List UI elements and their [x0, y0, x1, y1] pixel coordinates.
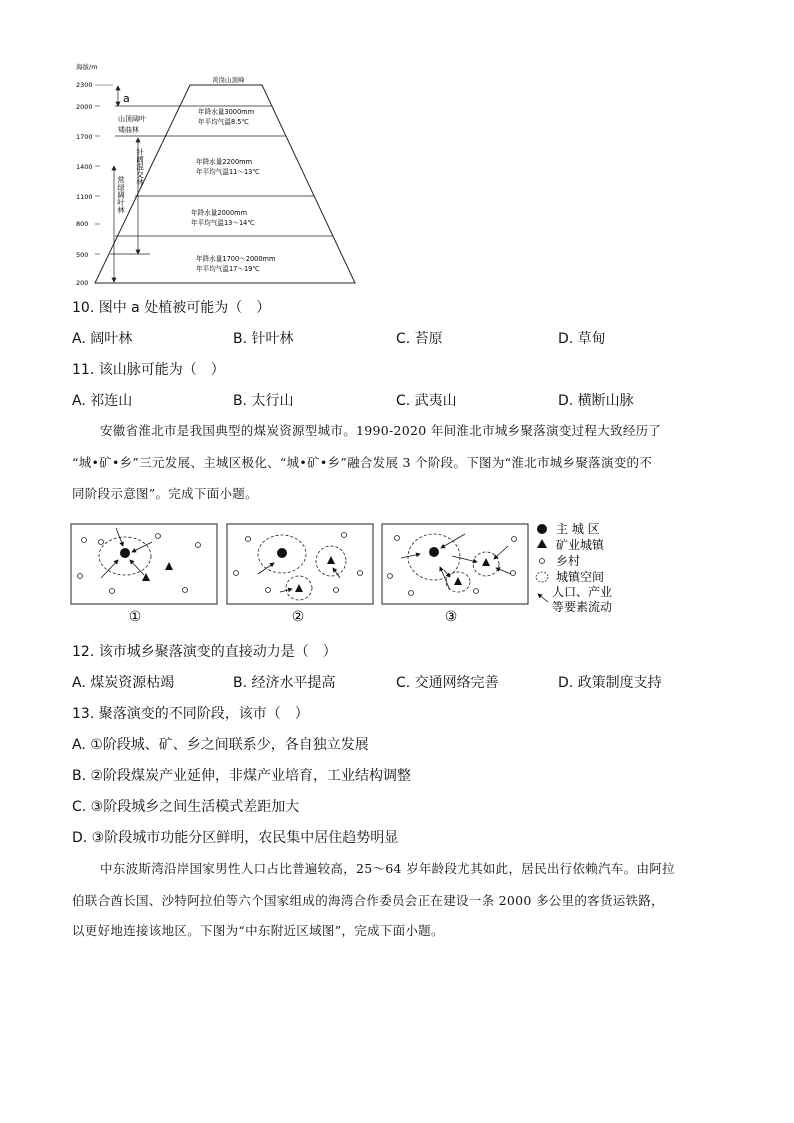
legend-main-city: 主 城 区 [556, 522, 600, 536]
question-13-stem: 13. 聚落演变的不同阶段，该市（ ） [72, 706, 309, 722]
question-11-stem: 11. 该山脉可能为（ ） [72, 362, 225, 378]
stage-panel-2 [227, 524, 373, 604]
altitude-label: 800 [76, 220, 89, 228]
passage-2-line: 以更好地连接该地区。下图为“中东附近区域图”，完成下面小题。 [72, 923, 444, 938]
stage-panel-label: ① [128, 609, 142, 625]
altitude-label: 2300 [76, 81, 93, 89]
passage-1-line: “城•矿•乡”三元发展、主城区极化、“城•矿•乡”融合发展 3 个阶段。下图为“淮北市城乡聚落演变的不 [72, 455, 653, 470]
stage-legend [536, 522, 612, 614]
altitude-label: 500 [76, 251, 89, 259]
altitude-axis-title: 海拔/m [76, 63, 98, 71]
q12-option-d[interactable]: D. 政策制度支持 [558, 675, 662, 691]
altitude-label: 1700 [76, 133, 93, 141]
climate-temp: 年平均气温17～19℃ [196, 265, 260, 273]
zone-evergreen-label: 常绿阔叶林 [116, 176, 126, 214]
stage-panel-label: ② [291, 609, 305, 625]
q12-option-a[interactable]: A. 煤炭资源枯竭 [72, 675, 175, 691]
altitude-label: 1100 [76, 193, 93, 201]
climate-precip: 年降水量1700～2000mm [196, 255, 276, 263]
q13-option-a[interactable]: A. ①阶段城、矿、乡之间联系少，各自独立发展 [72, 737, 369, 753]
q12-option-c[interactable]: C. 交通网络完善 [396, 675, 499, 691]
climate-precip: 年降水量2000mm [191, 209, 248, 217]
altitude-label: 200 [76, 279, 89, 287]
zone-meadow-label-line: 矮曲林 [118, 126, 139, 134]
q10-option-c[interactable]: C. 苔原 [396, 331, 443, 347]
q10-option-a[interactable]: A. 阔叶林 [72, 331, 133, 347]
climate-temp: 年平均气温13～14℃ [191, 219, 255, 227]
climate-precip: 年降水量3000mm [198, 108, 255, 116]
q11-option-b[interactable]: B. 太行山 [233, 393, 294, 409]
zone-meadow-label-line: 山顶阔叶 [118, 115, 146, 123]
stage-panel-label: ③ [444, 609, 458, 625]
passage-1-line: 安徽省淮北市是我国典型的煤炭资源型城市。1990-2020 年间淮北市城乡聚落演变过程大致经历了 [100, 423, 662, 438]
legend-flow-line1: 人口、产业 [552, 585, 613, 599]
stage-panel-1 [71, 524, 217, 604]
settlement-stage-figure [68, 518, 628, 626]
climate-temp: 年平均气温11～13℃ [196, 168, 260, 176]
legend-urban-space: 城镇空间 [556, 570, 605, 584]
zone-a-label: a [123, 92, 130, 105]
zone-mixed-label: 针阔混交林 [135, 148, 145, 186]
passage-2-line: 伯联合酋长国、沙特阿拉伯等六个国家组成的海湾合作委员会正在建设一条 2000 多公里的客货运铁路， [72, 893, 664, 908]
zone-meadow-label [118, 114, 148, 134]
altitude-label: 2000 [76, 103, 93, 111]
q13-option-d[interactable]: D. ③阶段城市功能分区鲜明，农民集中居住趋势明显 [72, 830, 399, 846]
legend-village: 乡村 [556, 554, 581, 568]
passage-1-line: 同阶段示意图”。完成下面小题。 [72, 486, 258, 501]
q12-option-b[interactable]: B. 经济水平提高 [233, 675, 336, 691]
climate-precip: 年降水量2200mm [196, 158, 253, 166]
legend-flow-line2: 等要素流动 [552, 600, 613, 614]
q11-option-d[interactable]: D. 横断山脉 [558, 393, 634, 409]
mountain-vegetation-figure [70, 58, 370, 290]
passage-2-line: 中东波斯湾沿岸国家男性人口占比普遍较高，25～64 岁年龄段尤其如此，居民出行依赖汽车。由阿拉 [100, 861, 675, 876]
altitude-label: 1400 [76, 163, 93, 171]
q13-option-b[interactable]: B. ②阶段煤炭产业延伸，非煤产业培育，工业结构调整 [72, 768, 412, 784]
q11-option-c[interactable]: C. 武夷山 [396, 393, 457, 409]
legend-mining-town: 矿业城镇 [556, 538, 605, 552]
climate-temp: 年平均气温8.5℃ [198, 118, 249, 126]
question-10-stem: 10. 图中 a 处植被可能为（ ） [72, 300, 271, 316]
q11-option-a[interactable]: A. 祁连山 [72, 393, 133, 409]
question-12-stem: 12. 该市城乡聚落演变的直接动力是（ ） [72, 644, 337, 660]
q13-option-c[interactable]: C. ③阶段城乡之间生活模式差距加大 [72, 799, 300, 815]
stage-panel-3 [382, 524, 528, 604]
q10-option-d[interactable]: D. 草甸 [558, 331, 606, 347]
peak-label: 黄岗山顶峰 [212, 76, 245, 84]
q10-option-b[interactable]: B. 针叶林 [233, 331, 294, 347]
